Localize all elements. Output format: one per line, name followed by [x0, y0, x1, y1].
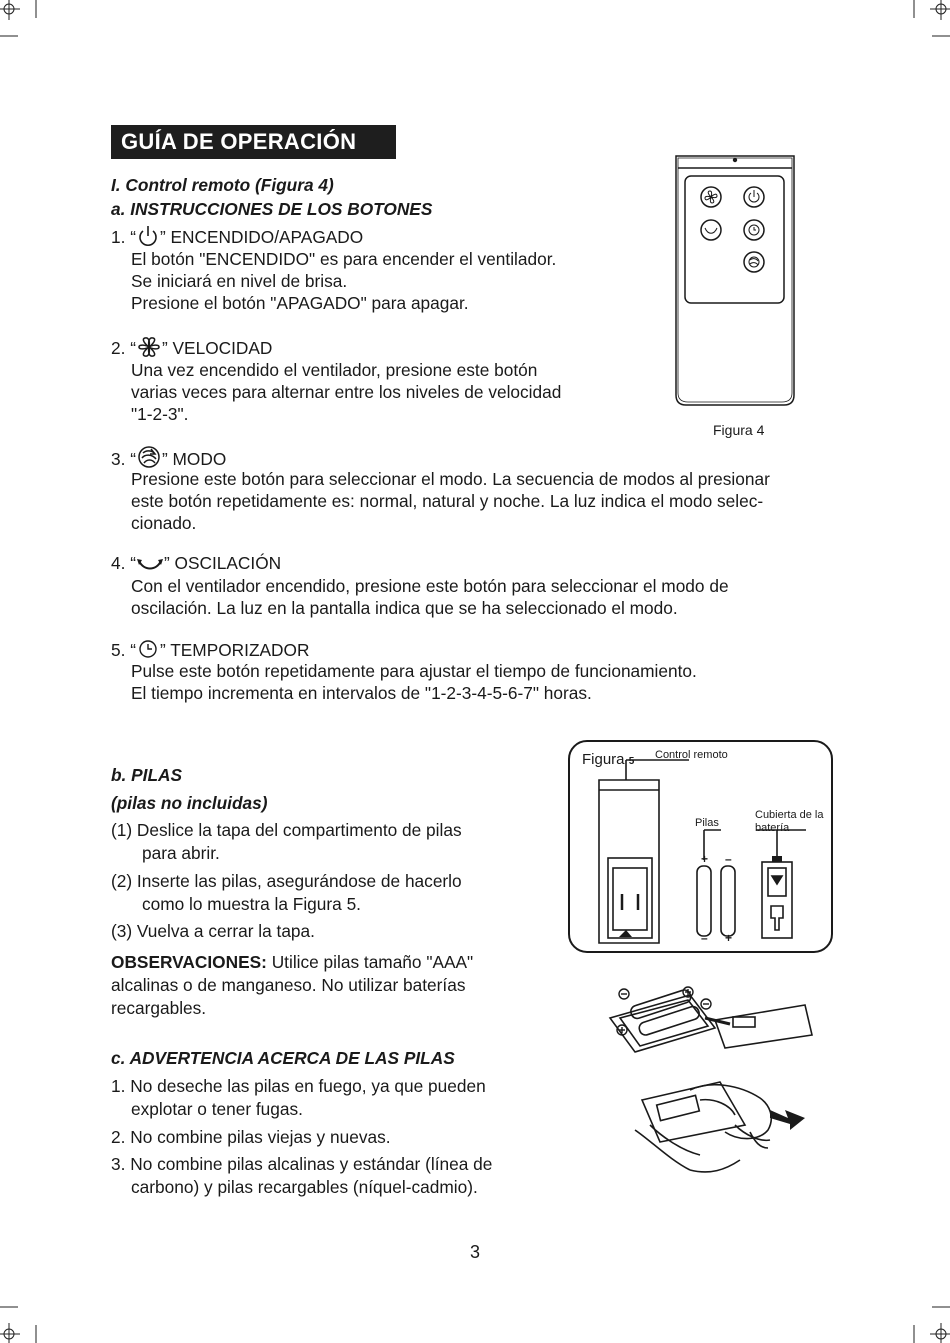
warning-line: 1. No deseche las pilas en fuego, ya que pueden — [111, 1076, 486, 1096]
item-3-text: Presione este botón para seleccionar el modo. La secuencia de modos al presionar — [131, 469, 770, 489]
batteries-step: para abrir. — [142, 843, 220, 863]
remote-label: Control remoto — [655, 749, 728, 761]
observations-line: OBSERVACIONES: Utilice pilas tamaño "AAA" — [111, 952, 474, 972]
plus-sign: + — [725, 931, 733, 945]
cover-label: Cubierta de la — [755, 809, 824, 821]
figure-4-caption: Figura 4 — [713, 422, 765, 438]
batteries-heading: b. PILAS — [111, 765, 183, 785]
plus-sign: + — [701, 852, 709, 866]
item-2-text: Una vez encendido el ventilador, presione este botón — [131, 360, 538, 380]
observations-label: OBSERVACIONES: — [111, 952, 267, 972]
page-number: 3 — [470, 1242, 481, 1262]
item-3-text: cionado. — [131, 513, 197, 533]
warning-line: carbono) y pilas recargables (níquel-cadmio). — [131, 1177, 478, 1197]
observations-text: recargables. — [111, 998, 207, 1018]
battery-insertion-illustration — [600, 980, 815, 1055]
item-1-title-line: 1. “ ” ENCENDIDO/APAGADO — [111, 225, 363, 253]
warning-line: explotar o tener fugas. — [131, 1099, 303, 1119]
item-4-text: Con el ventilador encendido, presione este botón para seleccionar el modo de — [131, 576, 729, 596]
item-4-text: oscilación. La luz en la pantalla indica que se ha seleccionado el modo. — [131, 598, 678, 618]
warning-heading: c. ADVERTENCIA ACERCA DE LAS PILAS — [111, 1048, 455, 1068]
batteries-subheading: (pilas no incluidas) — [111, 793, 268, 813]
section-heading: I. Control remoto (Figura 4) — [111, 175, 334, 195]
batteries-step: (2) Inserte las pilas, asegurándose de hacerlo — [111, 871, 462, 891]
warning-line: 3. No combine pilas alcalinas y estándar (línea de — [111, 1154, 493, 1174]
figure-5-label: Figura 5 — [582, 751, 635, 768]
warning-line: 2. No combine pilas viejas y nuevas. — [111, 1127, 391, 1147]
observations-text: alcalinas o de manganeso. No utilizar baterías — [111, 975, 466, 995]
item-2-text: varias veces para alternar entre los niveles de velocidad — [131, 382, 562, 402]
item-1-text: Se iniciará en nivel de brisa. — [131, 271, 348, 291]
batteries-label: Pilas — [695, 817, 719, 829]
item-1-text: El botón "ENCENDIDO" es para encender el ventilador. — [131, 249, 557, 269]
minus-sign: – — [701, 931, 708, 945]
item-1-text: Presione el botón "APAGADO" para apagar. — [131, 293, 469, 313]
page-title-text: GUÍA DE OPERACIÓN — [121, 129, 357, 154]
batteries-step: como lo muestra la Figura 5. — [142, 894, 361, 914]
remote-control-figure — [670, 150, 800, 415]
item-4-title-line: 4. “ ” OSCILACIÓN — [111, 552, 281, 579]
item-5-text: Pulse este botón repetidamente para ajustar el tiempo de funcionamiento. — [131, 661, 697, 681]
cover-label: batería — [755, 822, 790, 834]
page-title — [111, 125, 396, 159]
section-subheading: a. INSTRUCCIONES DE LOS BOTONES — [111, 199, 433, 219]
batteries-step: (1) Deslice la tapa del compartimento de pilas — [111, 820, 462, 840]
item-2-text: "1-2-3". — [131, 404, 189, 424]
item-3-text: este botón repetidamente es: normal, natural y noche. La luz indica el modo selec- — [131, 491, 764, 511]
item-3-title-line: 3. “ ” MODO — [111, 445, 226, 475]
item-5-text: El tiempo incrementa en intervalos de "1-2-3-4-5-6-7" horas. — [131, 683, 592, 703]
batteries-step: (3) Vuelva a cerrar la tapa. — [111, 921, 315, 941]
item-5-title-line: 5. “ ” TEMPORIZADOR — [111, 638, 309, 666]
remote-cover-sliding-illustration — [630, 1070, 815, 1180]
item-2-title-line: 2. “ ” VELOCIDAD — [111, 336, 272, 364]
minus-sign: – — [725, 852, 732, 866]
